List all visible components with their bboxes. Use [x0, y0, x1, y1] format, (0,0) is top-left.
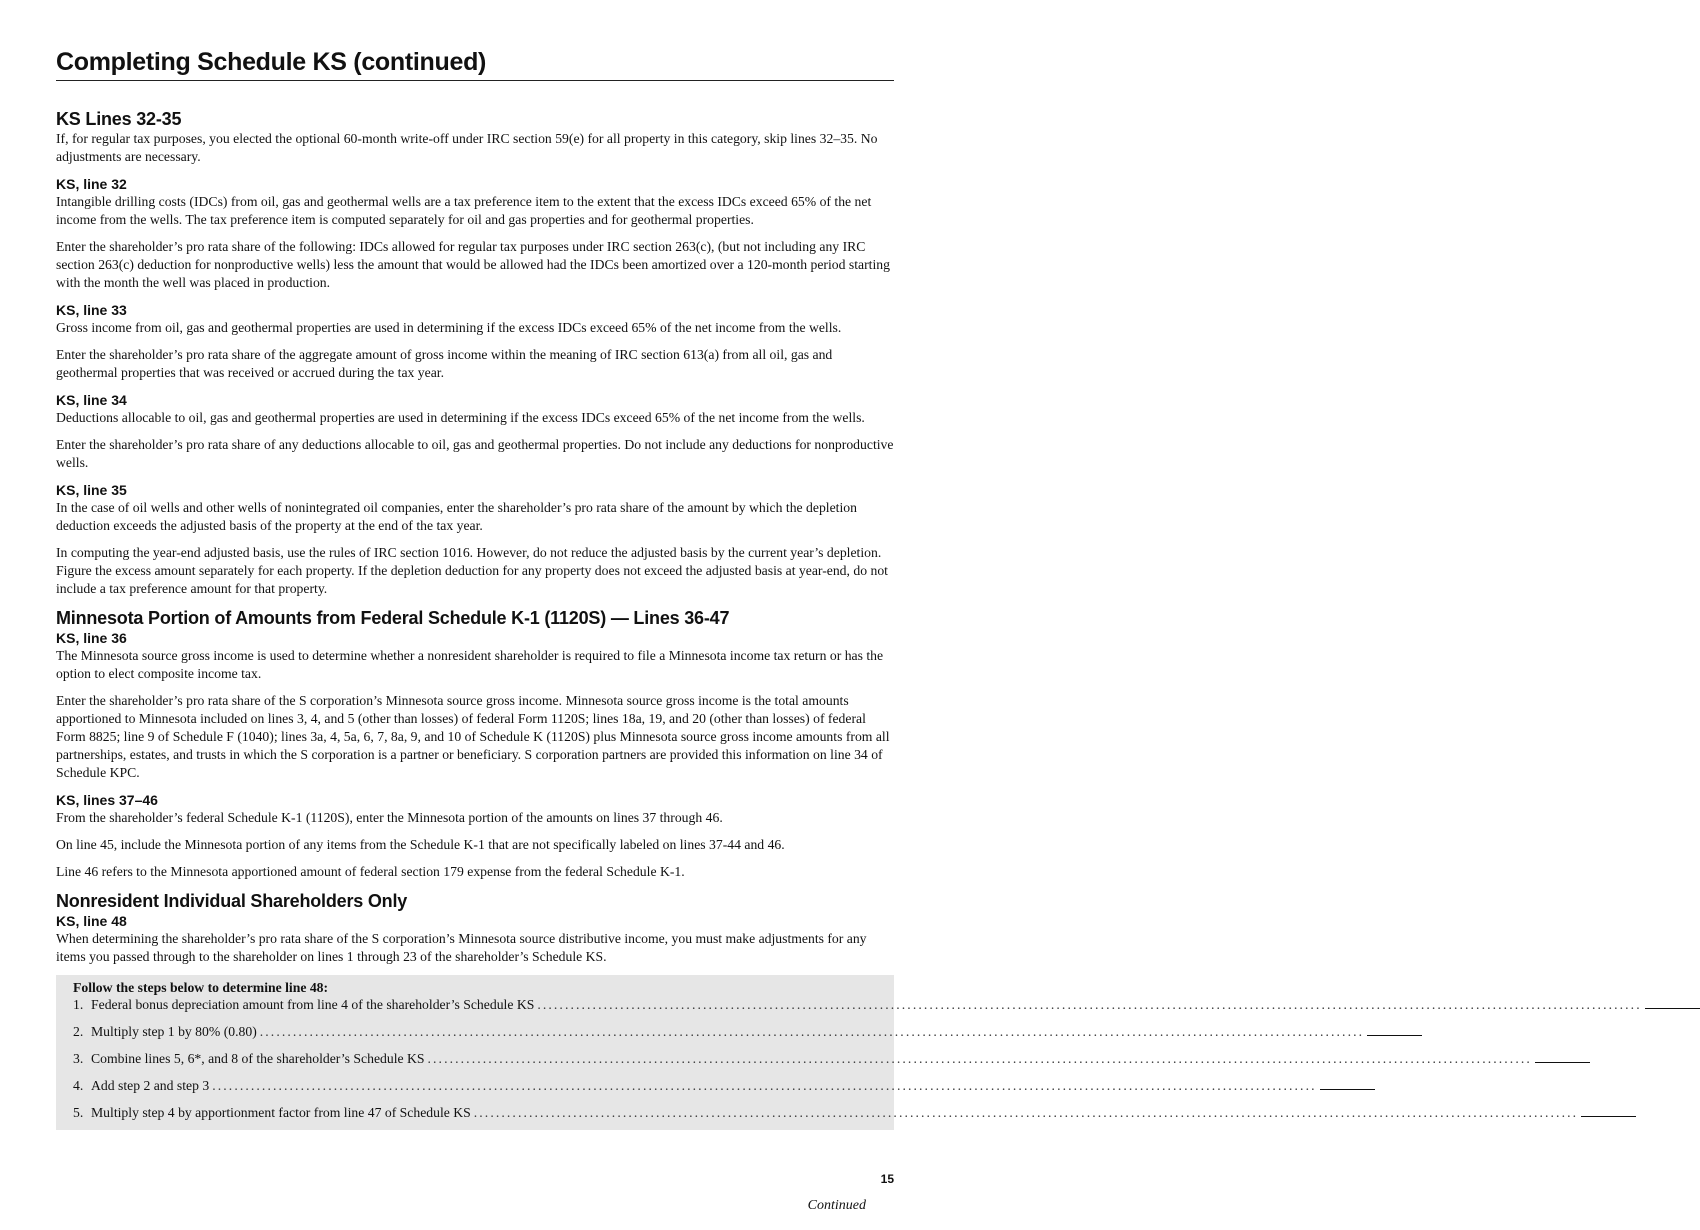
paragraph: Gross income from oil, gas and geothermal properties are used in determining if the excess IDCs exceed 65% of the net income from the wells.	[56, 320, 842, 335]
step-number: 3.	[73, 1051, 84, 1066]
leader-dots: ........................................................................................................................................................................................................	[537, 997, 1642, 1012]
step-row	[73, 1050, 1532, 1068]
paragraph: In the case of oil wells and other wells of nonintegrated oil companies, enter the shareholder’s pro rata share of the amount by which the depletion deduction exceeds the adjusted basis of the property at the end of the tax year.	[56, 500, 857, 533]
step-row	[73, 996, 1642, 1014]
answer-blank[interactable]	[1367, 1023, 1422, 1036]
answer-blank[interactable]	[1320, 1077, 1375, 1090]
page-number: 15	[880, 1172, 894, 1186]
step-row	[73, 1023, 1365, 1041]
paragraph: On line 45, include the Minnesota portion of any items from the Schedule K-1 that are not specifically labeled on lines 37-44 and 46.	[56, 837, 785, 852]
steps-title: Follow the steps below to determine line 48:	[73, 980, 329, 995]
step-text: Add step 2 and step 3	[91, 1078, 210, 1093]
step-row	[73, 1104, 1579, 1122]
step-text: Federal bonus depreciation amount from line 4 of the shareholder’s Schedule KS	[91, 997, 535, 1012]
paragraph: Enter the shareholder’s pro rata share of any deductions allocable to oil, gas and geothermal properties. Do not include any deductions for nonproductive wells.	[56, 437, 894, 470]
leader-dots: ........................................................................................................................................................................................................	[212, 1078, 1317, 1093]
paragraph: In computing the year-end adjusted basis, use the rules of IRC section 1016. However, do not reduce the adjusted basis by the current year’s depletion. Figure the excess amount separately for each property. If the depletion deduction for any property does not exceed the adjusted basis at year-end, do not include a tax preference amount for that property.	[56, 545, 888, 596]
line-48-steps-box	[56, 975, 1642, 1130]
page-content	[56, 48, 1642, 1130]
paragraph: When determining the shareholder’s pro rata share of the S corporation’s Minnesota source distributive income, you must make adjustments for any items you passed through to the shareholder on lines 1 through 23 of the shareholder’s Schedule KS.	[56, 931, 867, 964]
paragraph: Deductions allocable to oil, gas and geothermal properties are used in determining if the excess IDCs exceed 65% of the net income from the wells.	[56, 410, 865, 425]
continued-label: Continued	[807, 1198, 866, 1213]
answer-blank[interactable]	[1645, 996, 1700, 1009]
paragraph: Intangible drilling costs (IDCs) from oil, gas and geothermal wells are a tax preference item to the extent that the excess IDCs exceed 65% of the net income from the wells. The tax preference item is computed separately for oil and gas properties and for geothermal properties.	[56, 194, 872, 227]
section-heading-lines-32-35: KS Lines 32-35	[56, 109, 182, 129]
subheading-line-48: KS, line 48	[56, 913, 127, 929]
leader-dots: ........................................................................................................................................................................................................	[427, 1051, 1532, 1066]
subheading-line-36: KS, line 36	[56, 630, 127, 646]
leader-dots: ........................................................................................................................................................................................................	[473, 1105, 1579, 1120]
subheading-line-35: KS, line 35	[56, 482, 127, 498]
section-heading-nonresident: Nonresident Individual Shareholders Only	[56, 891, 408, 911]
step-number: 1.	[73, 997, 84, 1012]
paragraph: Line 46 refers to the Minnesota apportioned amount of federal section 179 expense from the federal Schedule K-1.	[56, 864, 685, 879]
subheading-lines-37-46: KS, lines 37–46	[56, 792, 158, 808]
paragraph: The Minnesota source gross income is used to determine whether a nonresident shareholder is required to file a Minnesota income tax return or has the option to elect composite income tax.	[56, 648, 884, 681]
paragraph: From the shareholder’s federal Schedule K-1 (1120S), enter the Minnesota portion of the amounts on lines 37 through 46.	[56, 810, 723, 825]
step-number: 4.	[73, 1078, 84, 1093]
subheading-line-32: KS, line 32	[56, 176, 127, 192]
step-text: Multiply step 4 by apportionment factor from line 47 of Schedule KS	[91, 1105, 471, 1120]
paragraph: If, for regular tax purposes, you elected the optional 60-month write-off under IRC section 59(e) for all property in this category, skip lines 32–35. No adjustments are necessary.	[56, 131, 878, 164]
step-text: Combine lines 5, 6*, and 8 of the shareholder’s Schedule KS	[91, 1051, 425, 1066]
paragraph: Enter the shareholder’s pro rata share of the S corporation’s Minnesota source gross income. Minnesota source gross income is the total amounts apportioned to Minnesota included on lines 3, 4, and 5 (other than losses) of federal Form 1120S; lines 18a, 19, and 20 (other than losses) of federal Form 8825; line 9 of Schedule F (1040); lines 3a, 4, 5a, 6, 7, 8a, 9, and 10 of Schedule K (1120S) plus Minnesota source gross income amounts from all partnerships, estates, and trusts in which the S corporation is a partner or beneficiary. S corporation partners are provided this information on line 34 of Schedule KPC.	[56, 693, 890, 780]
subheading-line-33: KS, line 33	[56, 302, 127, 318]
step-row	[73, 1077, 1317, 1095]
subheading-line-34: KS, line 34	[56, 392, 127, 408]
step-text: Multiply step 1 by 80% (0.80)	[91, 1024, 257, 1039]
section-heading-minnesota-portion: Minnesota Portion of Amounts from Federal Schedule K-1 (1120S) — Lines 36-47	[56, 608, 730, 628]
step-number: 2.	[73, 1024, 84, 1039]
step-number: 5.	[73, 1105, 84, 1120]
answer-blank[interactable]	[1581, 1104, 1636, 1117]
leader-dots: ........................................................................................................................................................................................................	[259, 1024, 1365, 1039]
paragraph: Enter the shareholder’s pro rata share of the aggregate amount of gross income within the meaning of IRC section 613(a) from all oil, gas and geothermal properties that was received or accrued during the tax year.	[56, 347, 833, 380]
answer-blank[interactable]	[1535, 1050, 1590, 1063]
paragraph: Enter the shareholder’s pro rata share of the following: IDCs allowed for regular tax purposes under IRC section 263(c), (but not including any IRC section 263(c) deduction for nonproductive wells) less the amount that would be allowed had the IDCs been amortized over a 120-month period starting with the month the well was placed in production.	[56, 239, 890, 290]
page-title: Completing Schedule KS (continued)	[56, 48, 894, 81]
